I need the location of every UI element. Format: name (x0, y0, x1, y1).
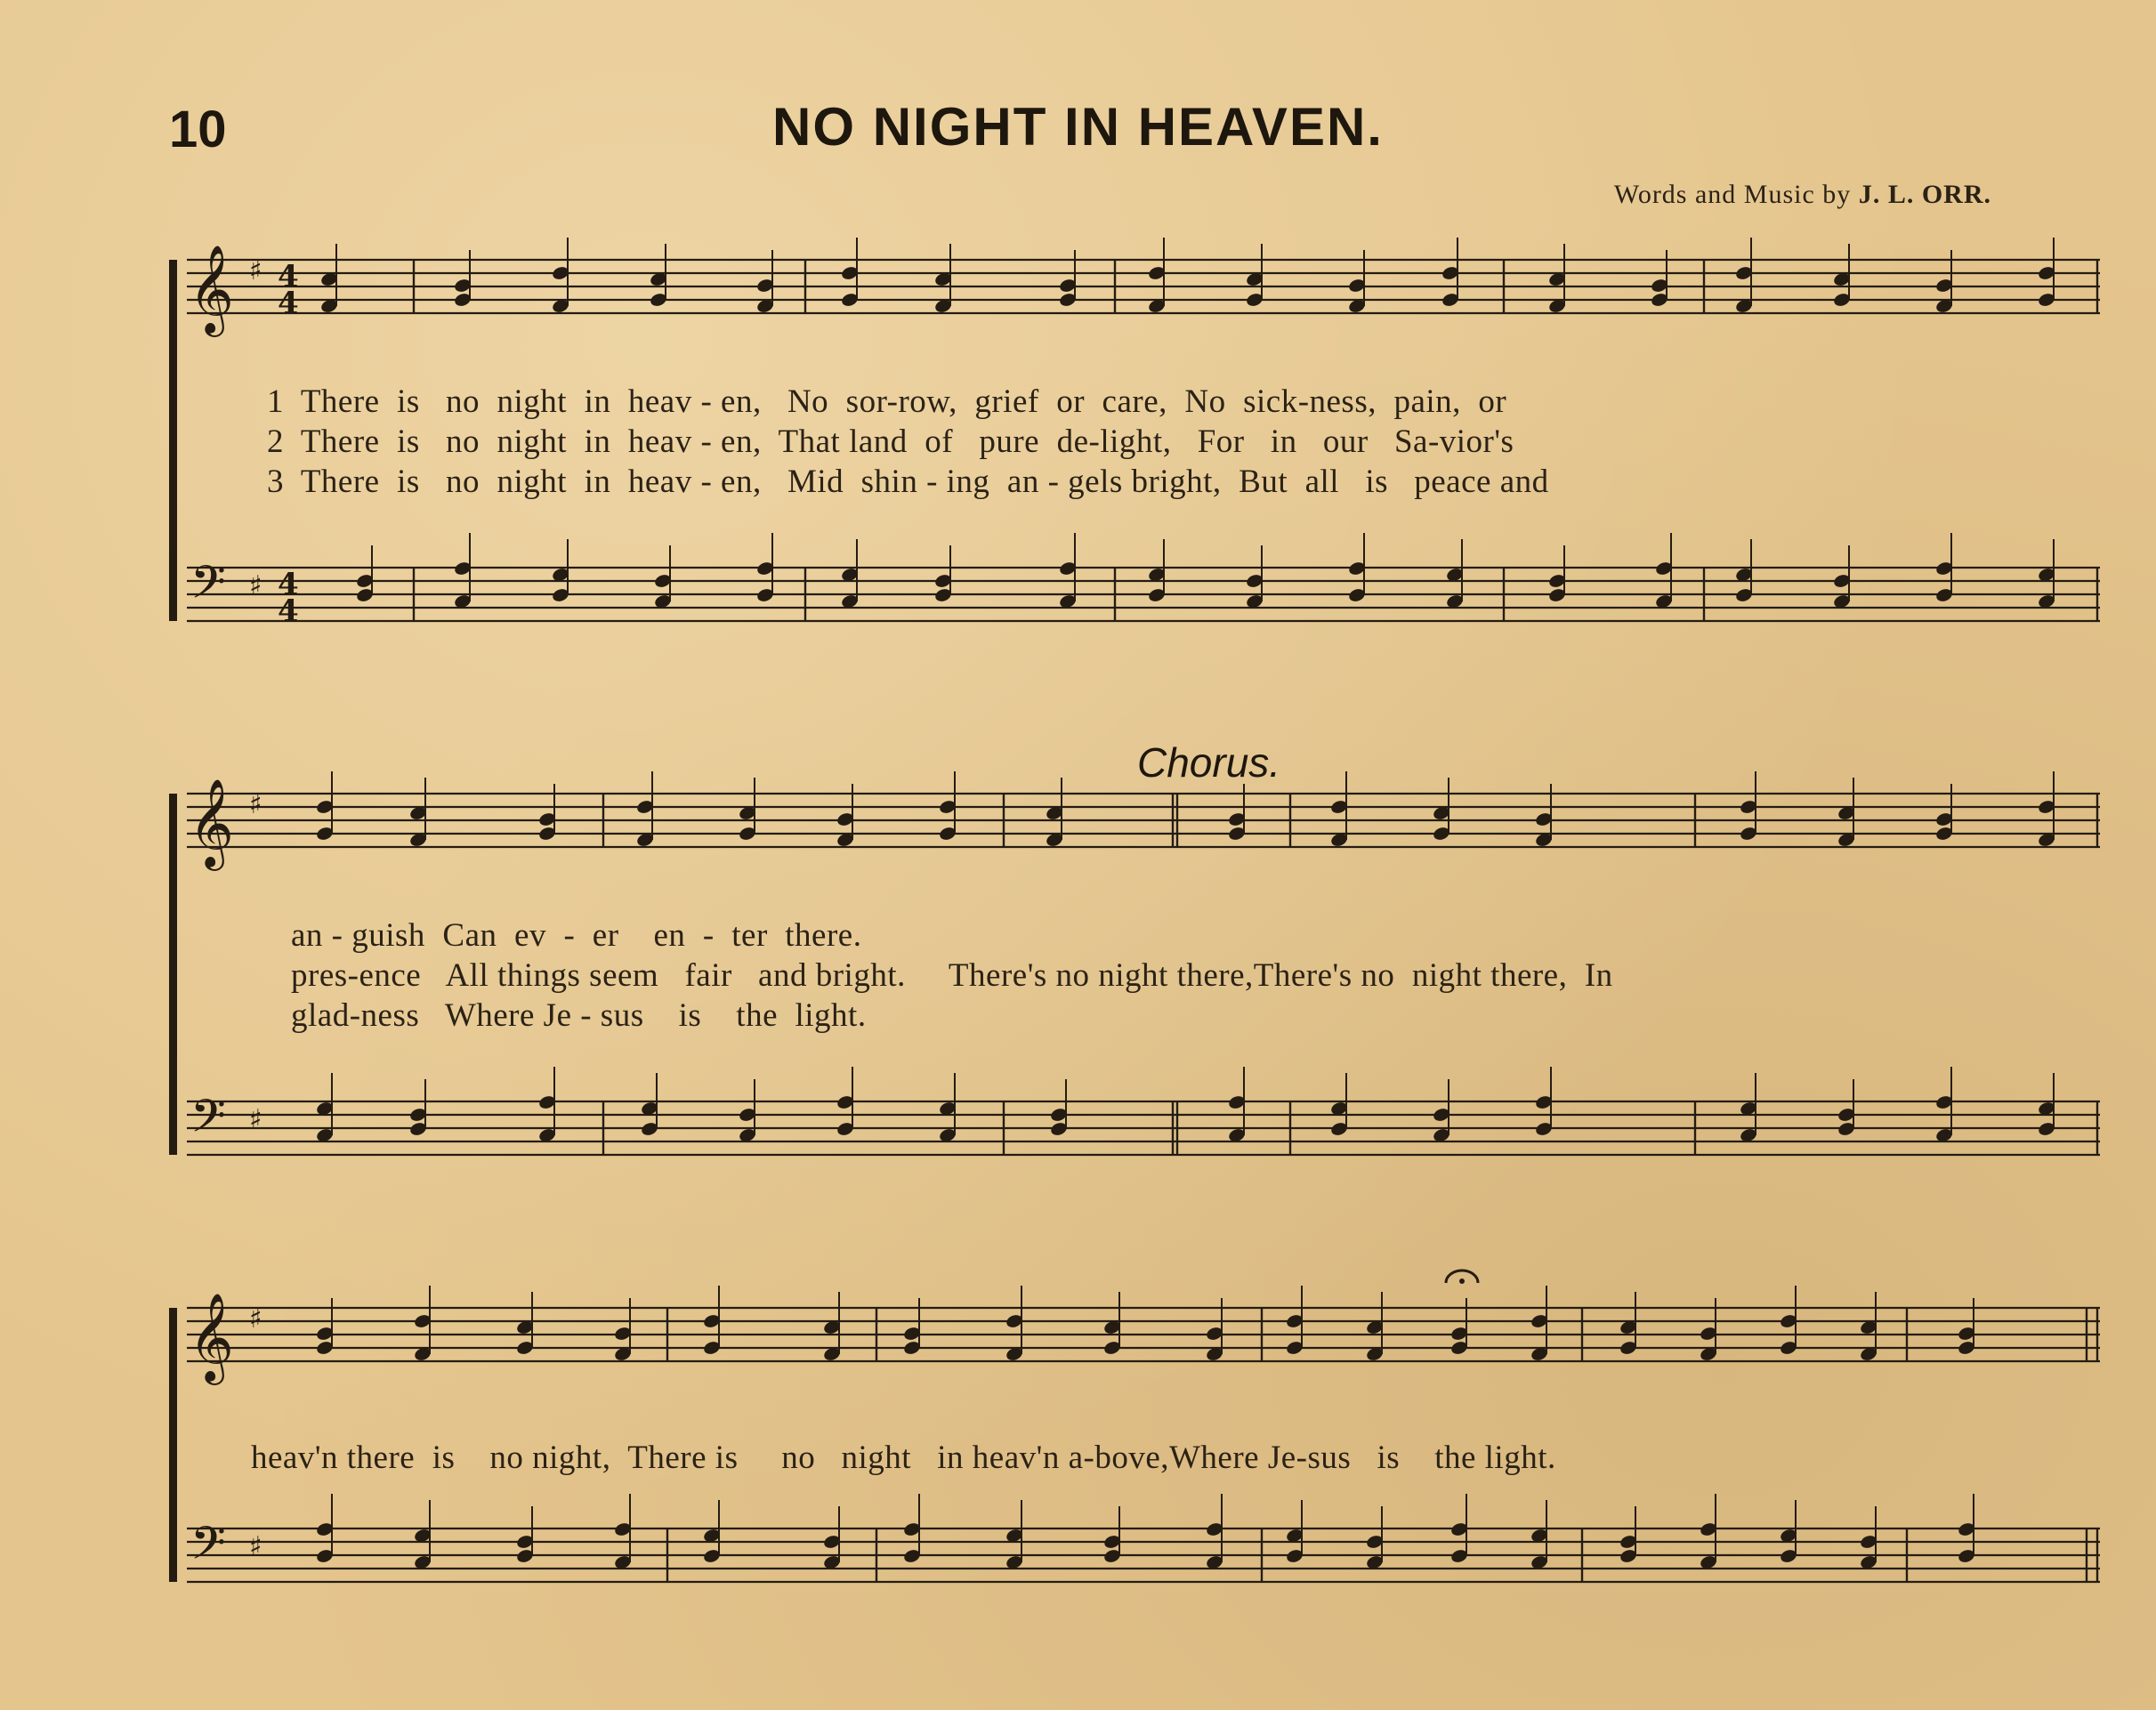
page-title: NO NIGHT IN HEAVEN. (772, 97, 1384, 157)
lyric-line-system2-verse1: an - guish Can ev - er en - ter there. (291, 917, 862, 954)
credit-author: J. L. ORR. (1858, 180, 1991, 209)
bass-clef-icon: 𝄢 (190, 555, 226, 620)
fermata-dot (1459, 1278, 1465, 1284)
page-number: 10 (169, 101, 227, 158)
sharp-icon: ♯ (249, 255, 262, 286)
lyric-line-system2-verse3: glad-ness Where Je - sus is the light. (291, 997, 867, 1034)
lyric-line-system1-verse3: 3 There is no night in heav - en, Mid shin - ing an - gels bright, But all is peace and (267, 464, 1549, 500)
treble-clef-icon: 𝄞 (189, 245, 234, 334)
sharp-icon: ♯ (249, 1303, 262, 1335)
lyric-line-system3-verse1: heav'n there is no night, There is no night in heav'n a-bove,Where Je-sus is the light. (251, 1440, 1556, 1476)
credit-prefix: Words and Music by (1613, 180, 1852, 209)
sharp-icon: ♯ (249, 570, 262, 601)
bass-clef-icon: 𝄢 (190, 1516, 226, 1581)
system-brace (169, 794, 177, 1155)
lyric-line-system1-verse2: 2 There is no night in heav - en, That land of pure de-light, For in our Sa-vior's (267, 423, 1514, 460)
bass-clef-icon: 𝄢 (190, 1089, 226, 1154)
lyric-line-system2-verse2: pres-ence All things seem fair and bright. There's no night there,There's no night there, In (291, 957, 1613, 994)
time-signature-digit: 4 (278, 259, 299, 294)
lyric-line-system1-verse1: 1 There is no night in heav - en, No sor-row, grief or care, No sick-ness, pain, or (267, 383, 1507, 420)
treble-clef-icon: 𝄞 (189, 1293, 234, 1382)
sharp-icon: ♯ (249, 1104, 262, 1135)
system-brace (169, 1308, 177, 1582)
system-brace (169, 260, 177, 621)
sharp-icon: ♯ (249, 1531, 262, 1562)
time-signature-digit: 4 (278, 567, 299, 602)
sharp-icon: ♯ (249, 789, 262, 820)
time-signature-digit: 4 (278, 286, 299, 321)
time-signature-digit: 4 (278, 593, 299, 629)
chorus-label: Chorus. (1137, 739, 1281, 786)
treble-clef-icon: 𝄞 (189, 778, 234, 867)
